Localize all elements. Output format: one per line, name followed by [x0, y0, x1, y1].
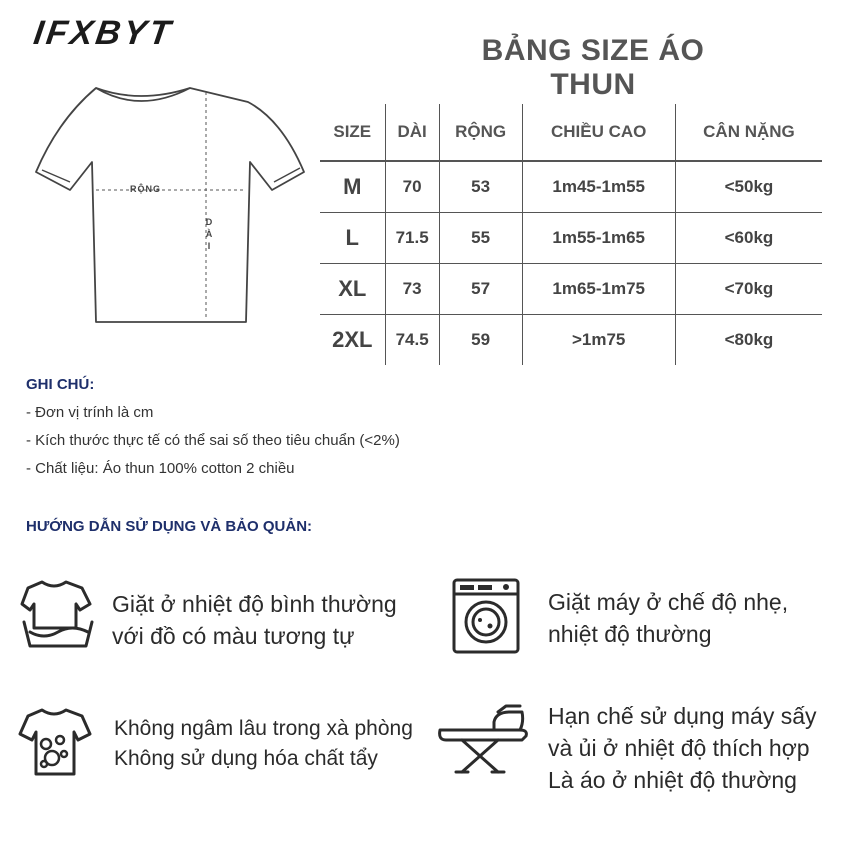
width-cell: 53	[439, 161, 522, 213]
header-height: CHIỀU CAO	[522, 104, 675, 161]
width-label: RỘNG	[130, 184, 161, 194]
note-item: - Chất liệu: Áo thun 100% cotton 2 chiều	[26, 460, 295, 477]
height-cell: 1m65-1m75	[522, 264, 675, 315]
size-cell: 2XL	[332, 327, 373, 352]
notes-title: GHI CHÚ:	[26, 376, 95, 393]
table-row	[320, 264, 822, 315]
length-cell: 70	[385, 161, 439, 213]
size-table	[320, 104, 822, 365]
care-guide-title: HƯỚNG DẪN SỬ DỤNG VÀ BẢO QUẢN:	[26, 518, 313, 535]
weight-cell: <50kg	[675, 161, 822, 213]
header-width: RỘNG	[439, 104, 522, 161]
hand-wash-shirt-icon	[20, 576, 100, 652]
table-header-row	[320, 104, 822, 161]
iron-board-icon	[436, 700, 532, 776]
care-item-1-text: Giặt ở nhiệt độ bình thường với đồ có màu tương tự	[112, 591, 397, 649]
size-cell: XL	[320, 264, 385, 315]
header-weight: CÂN NẶNG	[675, 104, 822, 161]
weight-cell: <80kg	[675, 315, 822, 366]
header-size: SIZE	[320, 104, 385, 161]
notes-list	[26, 403, 400, 487]
size-cell: M	[320, 161, 385, 213]
washing-machine-icon	[450, 576, 524, 656]
length-cell: 71.5	[385, 213, 439, 264]
header-length: DÀI	[385, 104, 439, 161]
tshirt-diagram	[30, 80, 310, 330]
brand-logo: IFXBYT	[31, 14, 176, 52]
weight-cell: <60kg	[675, 213, 822, 264]
table-row	[320, 315, 822, 366]
note-item: - Kích thước thực tế có thể sai số theo tiêu chuẩn (<2%)	[26, 432, 400, 449]
table-row	[320, 161, 822, 213]
width-cell: 59	[439, 315, 522, 366]
height-cell: 1m45-1m55	[522, 161, 675, 213]
page-title: BẢNG SIZE ÁO THUN	[481, 34, 705, 101]
care-item-4-text: Hạn chế sử dụng máy sấy và ủi ở nhiệt độ thích hợp Là áo ở nhiệt độ thường	[548, 703, 817, 793]
size-cell: L	[320, 213, 385, 264]
soap-shirt-icon	[16, 704, 96, 780]
length-cell: 73	[385, 264, 439, 315]
height-cell: >1m75	[522, 315, 675, 366]
note-item: - Đơn vị trính là cm	[26, 404, 154, 421]
table-row	[320, 213, 822, 264]
length-cell: 74.5	[385, 315, 439, 366]
weight-cell: <70kg	[675, 264, 822, 315]
length-label: D À I	[205, 217, 213, 251]
width-cell: 55	[439, 213, 522, 264]
care-item-2-text: Giặt máy ở chế độ nhẹ, nhiệt độ thường	[548, 589, 789, 647]
care-item-3-text: Không ngâm lâu trong xà phòng Không sử dụng hóa chất tẩy	[114, 717, 413, 770]
height-cell: 1m55-1m65	[522, 213, 675, 264]
width-cell: 57	[439, 264, 522, 315]
